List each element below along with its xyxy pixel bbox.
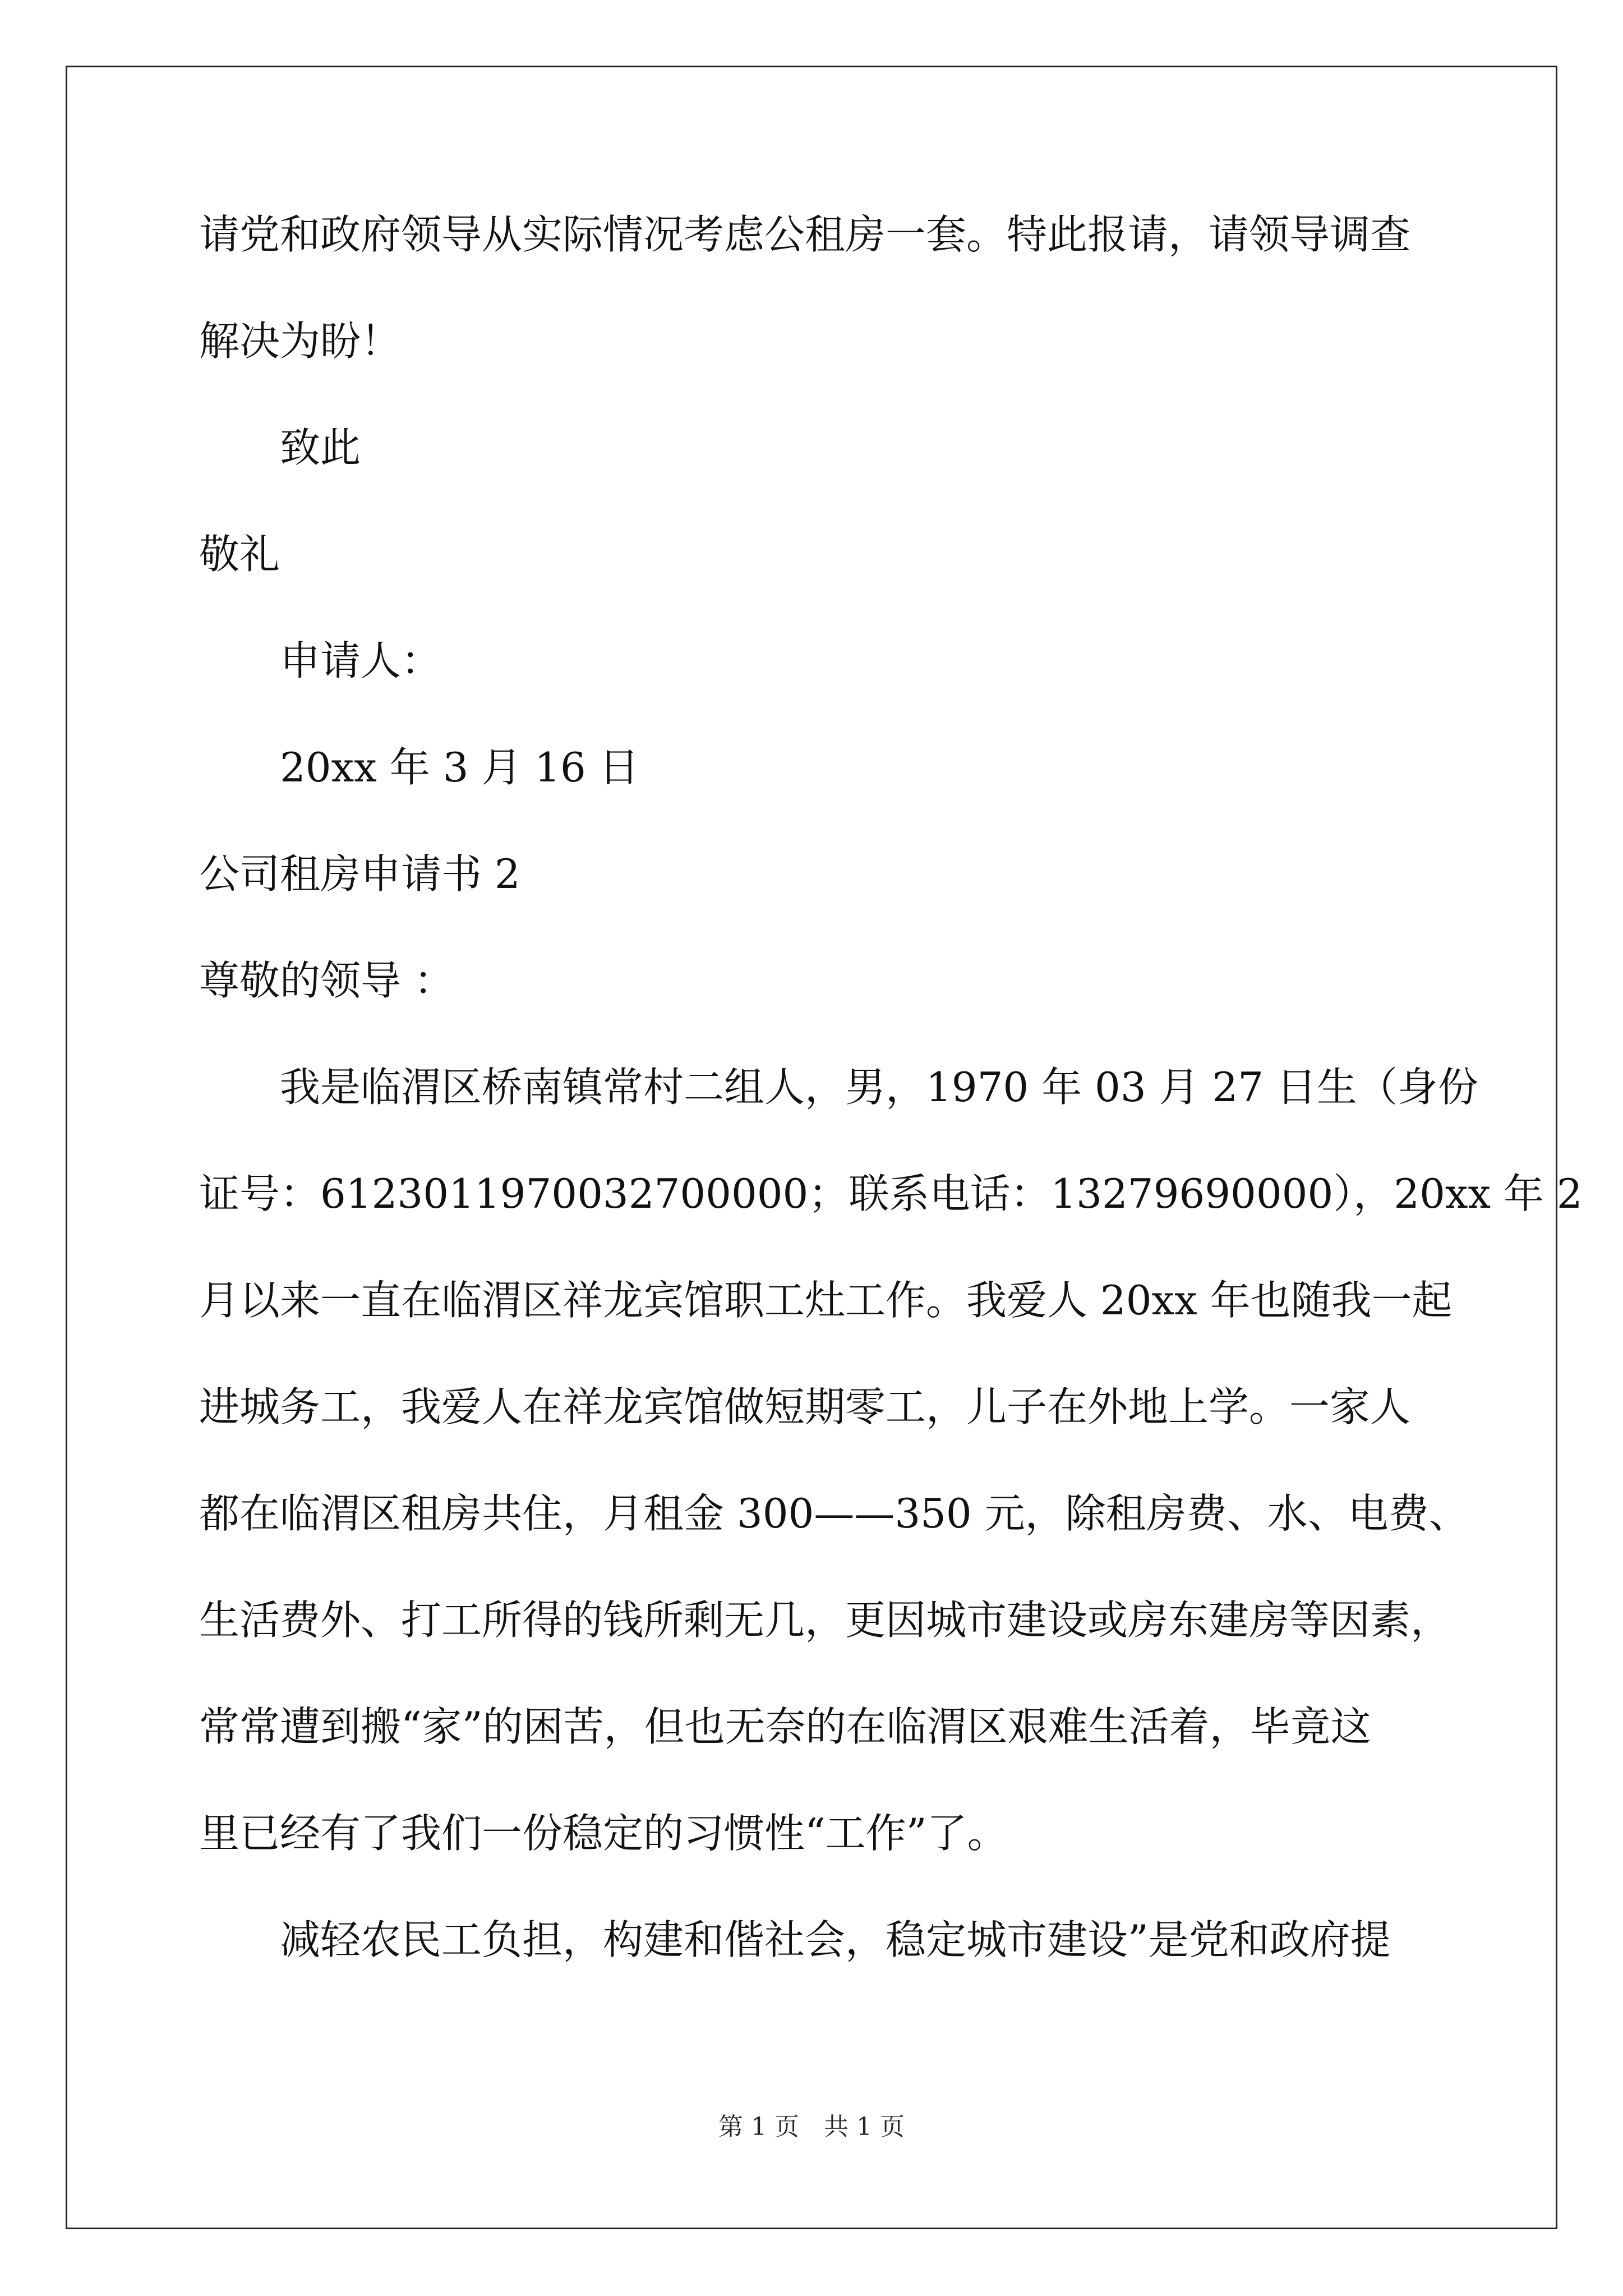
- applicant-label: 申请人：: [280, 637, 442, 684]
- salutation-respect: 敬礼: [199, 531, 280, 578]
- text-line: 减轻农民工负担，构建和偕社会，稳定城市建设”是党和政府提: [280, 1916, 1391, 1963]
- text-line: 进城务工，我爱人在祥龙宾馆做短期零工，儿子在外地上学。一家人: [199, 1383, 1411, 1430]
- greeting: 尊敬的领导 ：: [199, 957, 454, 1004]
- date-line: 20xx 年 3 月 16 日: [280, 744, 639, 791]
- text-line: 里已经有了我们一份稳定的习惯性“工作”了。: [199, 1810, 1008, 1857]
- section-heading: 公司租房申请书 2: [199, 850, 520, 898]
- text-line: 月以来一直在临渭区祥龙宾馆职工灶工作。我爱人 20xx 年也随我一起: [199, 1277, 1453, 1324]
- page-border: [66, 66, 1557, 2229]
- text-line: 请党和政府领导从实际情况考虑公租房一套。特此报请，请领导调查: [199, 211, 1411, 258]
- text-line: 生活费外、打工所得的钱所剩无几，更因城市建设或房东建房等因素，: [199, 1596, 1451, 1644]
- text-line: 常常遭到搬“家”的困苦，但也无奈的在临渭区艰难生活着，毕竟这: [199, 1703, 1371, 1750]
- page-footer: 第 1 页 共 1 页: [718, 2113, 905, 2141]
- text-line: 我是临渭区桥南镇常村二组人，男，1970 年 03 月 27 日生（身份: [280, 1064, 1478, 1111]
- text-line: 解决为盼！: [199, 318, 402, 365]
- text-line: 证号：612301197003270000​0；联系电话：13279690000），20xx 年 2: [199, 1170, 1583, 1217]
- salutation-closing: 致此: [280, 424, 361, 471]
- text-line: 都在临渭区租房共住，月租金 300——350 元，除租房费、水、电费、: [199, 1490, 1469, 1537]
